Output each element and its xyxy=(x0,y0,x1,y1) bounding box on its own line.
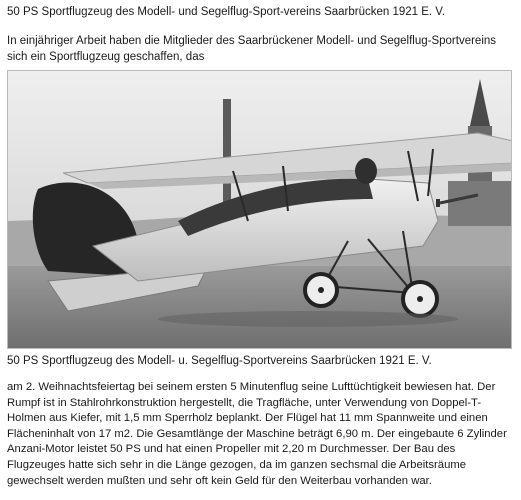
airplane-photo xyxy=(7,70,512,349)
tower-building xyxy=(448,181,512,226)
pilot xyxy=(355,158,377,184)
article-intro: In einjähriger Arbeit haben die Mitglieder des Saarbrückener Modell- und Segelflug-Sportvereins sich ein Sportflugzeug geschaffen, das xyxy=(7,35,497,63)
airplane-illustration xyxy=(8,71,512,349)
airplane-shadow xyxy=(158,311,458,327)
article-body: am 2. Weihnachtsfeiertag bei seinem ersten 5 Minutenflug seine Lufttüchtigkeit bewiesen hat. Der Rumpf ist in Stahlrohrkonstruktion hergestellt, die Tragfläche, unter Verwendung von Doppel-T-Holmen aus Kiefer, mit 1,5 mm Sperrholz beplankt. Der Flügel hat 11 mm Spannweite und einen Flächeninhalt von 17 m2. Die Gesamtlänge der Maschine beträgt 6,90 m. Der eingebaute 6 Zylinder Anzani-Motor leistet 50 PS und hat einen Propeller mit 2,20 m Durchmesser. Der Bau des Flugzeuges hatte sich sehr in die Länge gezogen, da im ganzen sechsmal die Arbeitsräume gewechselt werden mußten und sehr oft kein Geld für den Weiterbau vorhanden war. xyxy=(7,381,507,487)
article-heading: 50 PS Sportflugzeug des Modell- und Segelflug-Sport-vereins Saarbrücken 1921 E. V. xyxy=(7,6,446,18)
photo-caption: 50 PS Sportflugzeug des Modell- u. Segelflug-Sportvereins Saarbrücken 1921 E. V. xyxy=(7,355,432,367)
propeller-hub xyxy=(436,199,440,207)
